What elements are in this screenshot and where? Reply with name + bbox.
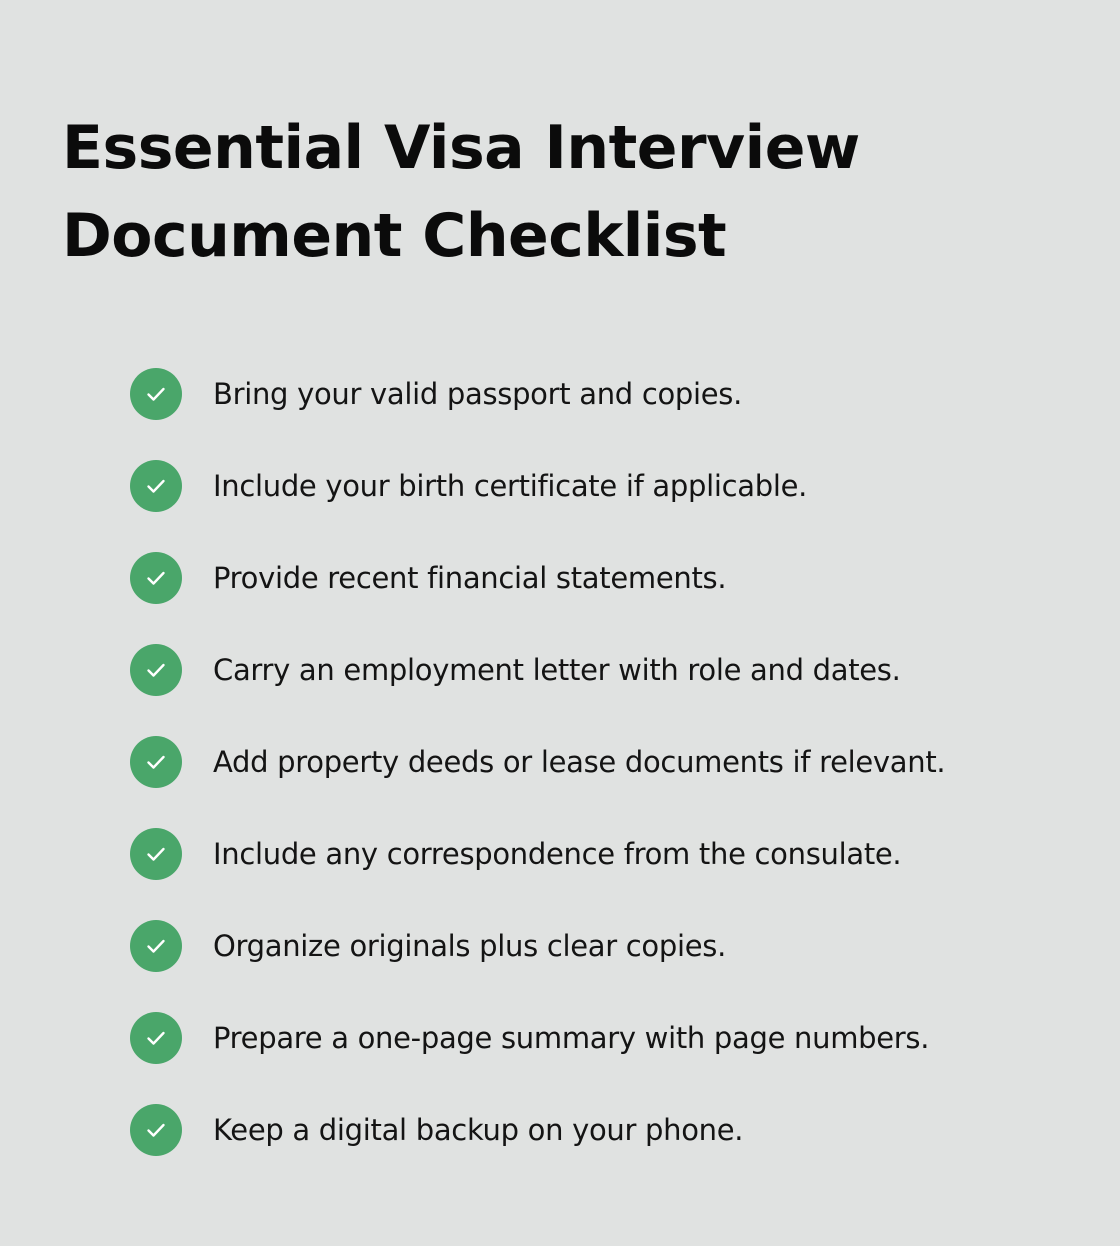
checklist-item-text: Prepare a one-page summary with page numbers. xyxy=(213,1021,930,1055)
checklist-item-text: Keep a digital backup on your phone. xyxy=(213,1113,744,1147)
checklist-item xyxy=(130,736,945,788)
check-icon xyxy=(130,644,182,696)
checklist-item-text: Carry an employment letter with role and dates. xyxy=(213,653,901,687)
checklist-item-text: Organize originals plus clear copies. xyxy=(213,929,727,963)
checklist-item xyxy=(130,828,945,880)
checklist-item-text: Include any correspondence from the consulate. xyxy=(213,837,902,871)
check-icon xyxy=(130,828,182,880)
checklist-item xyxy=(130,368,945,420)
checklist-item xyxy=(130,644,945,696)
check-icon xyxy=(130,1104,182,1156)
page-title xyxy=(62,104,1062,280)
page-title-line-2: Document Checklist xyxy=(62,201,727,271)
checklist-item-text: Add property deeds or lease documents if relevant. xyxy=(213,745,946,779)
check-icon xyxy=(130,736,182,788)
document-checklist xyxy=(130,368,945,1156)
checklist-item-text: Bring your valid passport and copies. xyxy=(213,377,743,411)
check-icon xyxy=(130,460,182,512)
check-icon xyxy=(130,920,182,972)
check-icon xyxy=(130,368,182,420)
checklist-item xyxy=(130,552,945,604)
checklist-item xyxy=(130,920,945,972)
check-icon xyxy=(130,1012,182,1064)
checklist-item xyxy=(130,1104,945,1156)
checklist-item-text: Provide recent financial statements. xyxy=(213,561,727,595)
checklist-item-text: Include your birth certificate if applicable. xyxy=(213,469,808,503)
check-icon xyxy=(130,552,182,604)
page-title-line-1: Essential Visa Interview xyxy=(62,113,860,183)
checklist-item xyxy=(130,460,945,512)
checklist-item xyxy=(130,1012,945,1064)
